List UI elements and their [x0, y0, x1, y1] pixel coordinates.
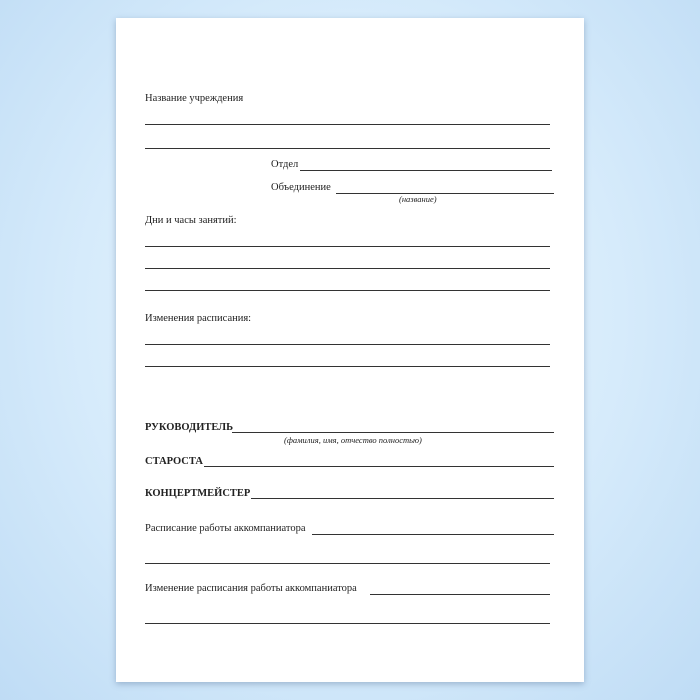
leader-hint: (фамилия, имя, отчество полностью): [284, 435, 422, 445]
schedule-changes-line-2[interactable]: [145, 366, 550, 367]
accompanist-schedule-label: Расписание работы аккомпаниатора: [145, 523, 306, 534]
headman-label: СТАРОСТА: [145, 456, 203, 467]
accompanist-schedule-line-1[interactable]: [312, 534, 554, 535]
association-hint: (название): [399, 194, 437, 204]
leader-label: РУКОВОДИТЕЛЬ: [145, 422, 234, 433]
schedule-changes-line-1[interactable]: [145, 344, 550, 345]
schedule-line-1[interactable]: [145, 246, 550, 247]
association-line[interactable]: [336, 193, 554, 194]
accompanist-label: КОНЦЕРТМЕЙСТЕР: [145, 488, 251, 499]
schedule-line-2[interactable]: [145, 268, 550, 269]
headman-line[interactable]: [204, 466, 554, 467]
accompanist-schedule-change-line-1[interactable]: [370, 594, 550, 595]
accompanist-line[interactable]: [251, 498, 554, 499]
form-page: [116, 18, 584, 682]
schedule-changes-label: Изменения расписания:: [145, 313, 252, 324]
department-label: Отдел: [271, 159, 299, 170]
institution-line-2[interactable]: [145, 148, 550, 149]
department-line[interactable]: [300, 170, 552, 171]
accompanist-schedule-change-line-2[interactable]: [145, 623, 550, 624]
leader-line[interactable]: [232, 432, 554, 433]
accompanist-schedule-change-label: Изменение расписания работы аккомпаниатора: [145, 583, 357, 594]
institution-label: Название учреждения: [145, 93, 244, 104]
schedule-line-3[interactable]: [145, 290, 550, 291]
schedule-label: Дни и часы занятий:: [145, 215, 237, 226]
institution-line-1[interactable]: [145, 124, 550, 125]
association-label: Объединение: [271, 182, 331, 193]
accompanist-schedule-line-2[interactable]: [145, 563, 550, 564]
